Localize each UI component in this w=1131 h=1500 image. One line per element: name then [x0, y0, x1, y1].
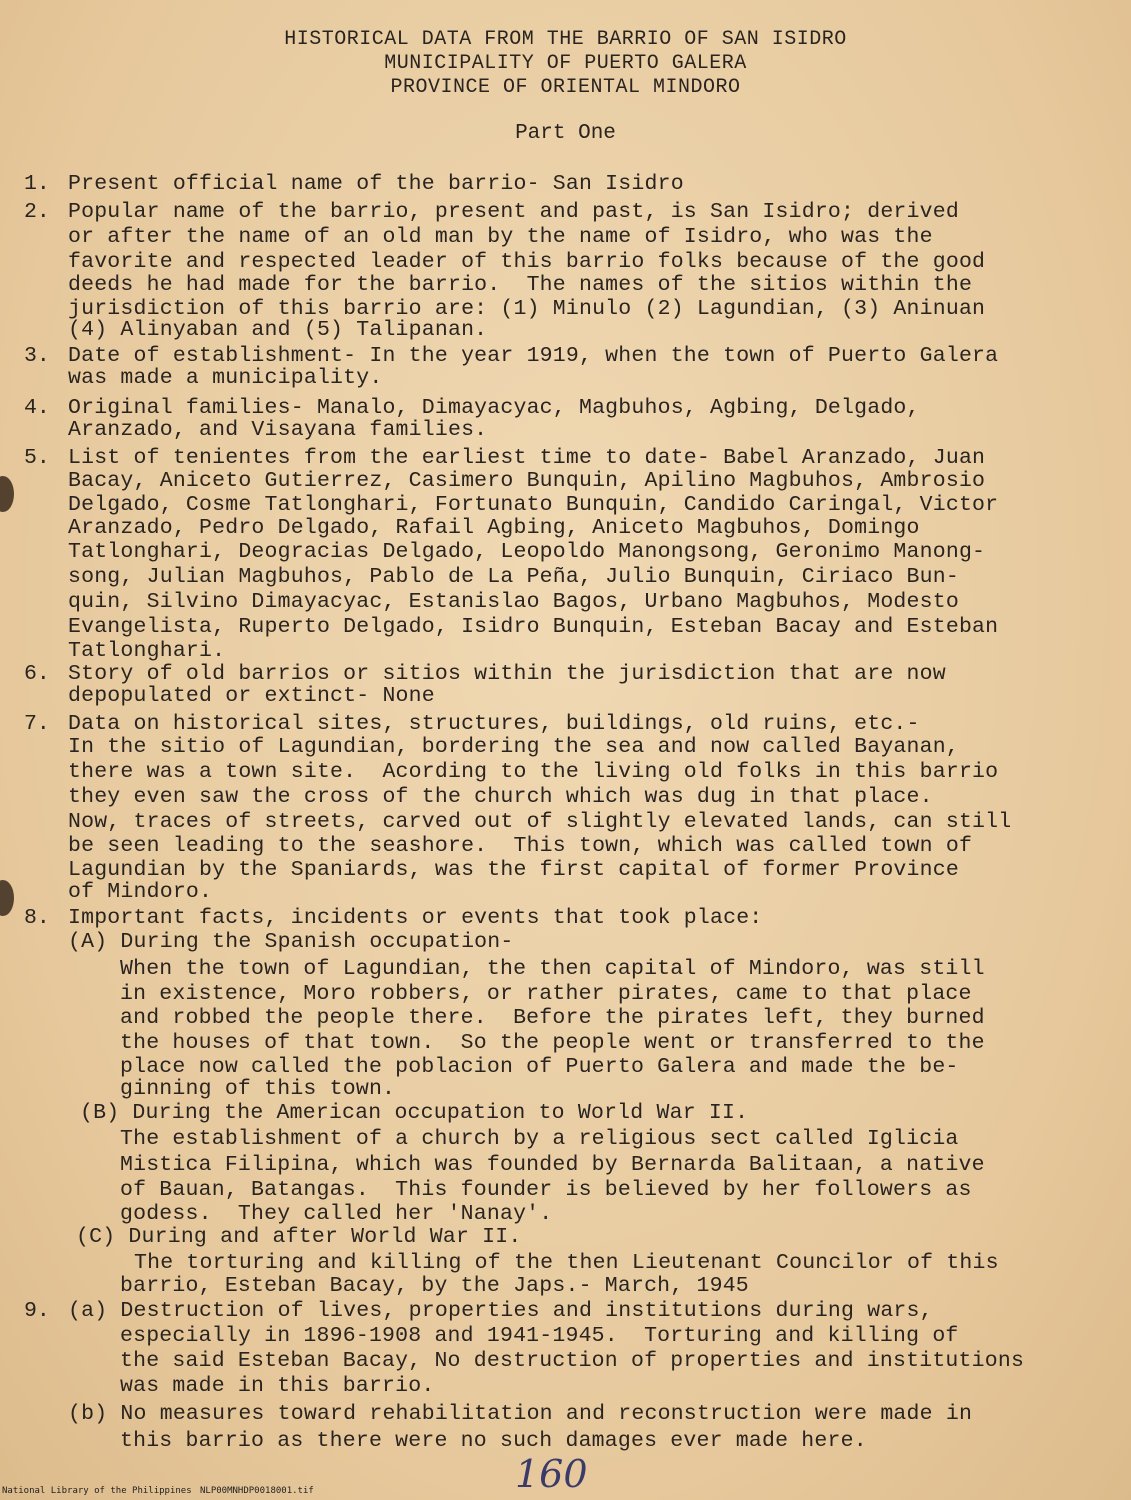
item-7-line: In the sitio of Lagundian, bordering the sea and now called Bayanan,: [68, 735, 959, 759]
handwritten-page-number: 160: [515, 1452, 588, 1496]
item-number: 1.: [24, 172, 50, 196]
item-9-line: (b) No measures toward rehabilitation and reconstruction were made in: [68, 1402, 973, 1426]
item-9-line: the said Esteban Bacay, No destruction of properties and institutions: [120, 1349, 1025, 1373]
item-6-line: Story of old barrios or sitios within the jurisdiction that are now: [68, 662, 946, 686]
item-8-subheading: (B) During the American occupation to World War II.: [80, 1101, 749, 1125]
item-number: 8.: [24, 906, 50, 930]
item-8-line: place now called the poblacion of Puerto Galera and made the be-: [120, 1055, 959, 1079]
item-number: 4.: [24, 396, 50, 420]
item-8-line: ginning of this town.: [120, 1077, 396, 1101]
item-5-line: List of tenientes from the earliest time to date- Babel Aranzado, Juan: [68, 446, 986, 470]
item-8-line: Mistica Filipina, which was founded by Bernarda Balitaan, a native: [120, 1153, 985, 1177]
item-number: 7.: [24, 712, 50, 736]
item-8-line: of Bauan, Batangas. This founder is believed by her followers as: [120, 1178, 972, 1202]
item-5-line: Tatlonghari, Deogracias Delgado, Leopoldo Manongsong, Geronimo Manong-: [68, 540, 986, 564]
item-7-line: of Mindoro.: [68, 880, 213, 904]
item-2-line: jurisdiction of this barrio are: (1) Minulo (2) Lagundian, (3) Aninuan: [68, 297, 986, 321]
item-number: 2.: [24, 200, 50, 224]
item-1-line: Present official name of the barrio- San Isidro: [68, 172, 684, 196]
item-7-line: Lagundian by the Spaniards, was the first capital of former Province: [68, 858, 959, 882]
item-8-line: The establishment of a church by a religious sect called Iglicia: [120, 1127, 959, 1151]
binding-hole-bottom: [0, 880, 14, 916]
part-title: Part One: [515, 122, 616, 145]
footer-file-name: NLP00MNHDP0018001.tif: [200, 1486, 314, 1496]
item-7-line: Now, traces of streets, carved out of slightly elevated lands, can still: [68, 810, 1012, 834]
item-5-line: quin, Silvino Dimayacyac, Estanislao Bagos, Urbano Magbuhos, Modesto: [68, 590, 959, 614]
binding-hole-top: [0, 476, 14, 512]
item-8-subheading: (C) During and after World War II.: [76, 1225, 522, 1249]
item-number: 5.: [24, 446, 50, 470]
item-8-line: in existence, Moro robbers, or rather pirates, came to that place: [120, 982, 972, 1006]
item-3-line: Date of establishment- In the year 1919, when the town of Puerto Galera: [68, 344, 999, 368]
item-8-line: Important facts, incidents or events that took place:: [68, 906, 763, 930]
item-2-line: (4) Alinyaban and (5) Talipanan.: [68, 318, 488, 342]
item-4-line: Original families- Manalo, Dimayacyac, Magbuhos, Agbing, Delgado,: [68, 396, 920, 420]
item-2-line: or after the name of an old man by the name of Isidro, who was the: [68, 225, 933, 249]
header-line-1: HISTORICAL DATA FROM THE BARRIO OF SAN ISIDRO: [284, 28, 847, 51]
item-9-line: was made in this barrio.: [120, 1374, 435, 1398]
item-2-line: favorite and respected leader of this barrio folks because of the good: [68, 250, 986, 274]
item-8-subheading: (A) During the Spanish occupation-: [68, 930, 514, 954]
header-line-3: PROVINCE OF ORIENTAL MINDORO: [390, 76, 741, 99]
item-8-line: the houses of that town. So the people went or transferred to the: [120, 1031, 985, 1055]
item-8-line: barrio, Esteban Bacay, by the Japs.- March, 1945: [120, 1274, 749, 1298]
header-line-2: MUNICIPALITY OF PUERTO GALERA: [384, 52, 747, 75]
item-6-line: depopulated or extinct- None: [68, 684, 435, 708]
item-5-line: Tatlonghari.: [68, 639, 226, 663]
item-number: 3.: [24, 344, 50, 368]
item-number: 6.: [24, 662, 50, 686]
item-7-line: there was a town site. Acording to the living old folks in this barrio: [68, 760, 999, 784]
item-8-line: When the town of Lagundian, the then capital of Mindoro, was still: [120, 957, 985, 981]
item-3-line: was made a municipality.: [68, 366, 383, 390]
item-9-line: especially in 1896-1908 and 1941-1945. Torturing and killing of: [120, 1324, 959, 1348]
item-5-line: song, Julian Magbuhos, Pablo de La Peña, Julio Bunquin, Ciriaco Bun-: [68, 565, 959, 589]
item-9-line: this barrio as there were no such damages ever made here.: [120, 1429, 867, 1453]
item-7-line: be seen leading to the seashore. This town, which was called town of: [68, 834, 973, 858]
item-5-line: Evangelista, Ruperto Delgado, Isidro Bunquin, Esteban Bacay and Esteban: [68, 615, 999, 639]
item-5-line: Bacay, Aniceto Gutierrez, Casimero Bunquin, Apilino Magbuhos, Ambrosio: [68, 469, 986, 493]
item-5-line: Delgado, Cosme Tatlonghari, Fortunato Bunquin, Candido Caringal, Victor: [68, 493, 999, 517]
item-8-line: and robbed the people there. Before the pirates left, they burned: [120, 1006, 985, 1030]
item-7-line: Data on historical sites, structures, buildings, old ruins, etc.-: [68, 712, 920, 736]
item-9-line: (a) Destruction of lives, properties and institutions during wars,: [68, 1299, 933, 1323]
item-8-line: godess. They called her 'Nanay'.: [120, 1202, 553, 1226]
item-5-line: Aranzado, Pedro Delgado, Rafail Agbing, Aniceto Magbuhos, Domingo: [68, 516, 920, 540]
item-4-line: Aranzado, and Visayana families.: [68, 418, 488, 442]
item-2-line: Popular name of the barrio, present and past, is San Isidro; derived: [68, 200, 959, 224]
item-8-line: The torturing and killing of the then Lieutenant Councilor of this: [134, 1251, 999, 1275]
item-number: 9.: [24, 1299, 50, 1323]
footer-library-label: National Library of the Philippines: [2, 1486, 192, 1496]
item-2-line: deeds he had made for the barrio. The names of the sitios within the: [68, 273, 973, 297]
item-7-line: they even saw the cross of the church which was dug in that place.: [68, 785, 933, 809]
